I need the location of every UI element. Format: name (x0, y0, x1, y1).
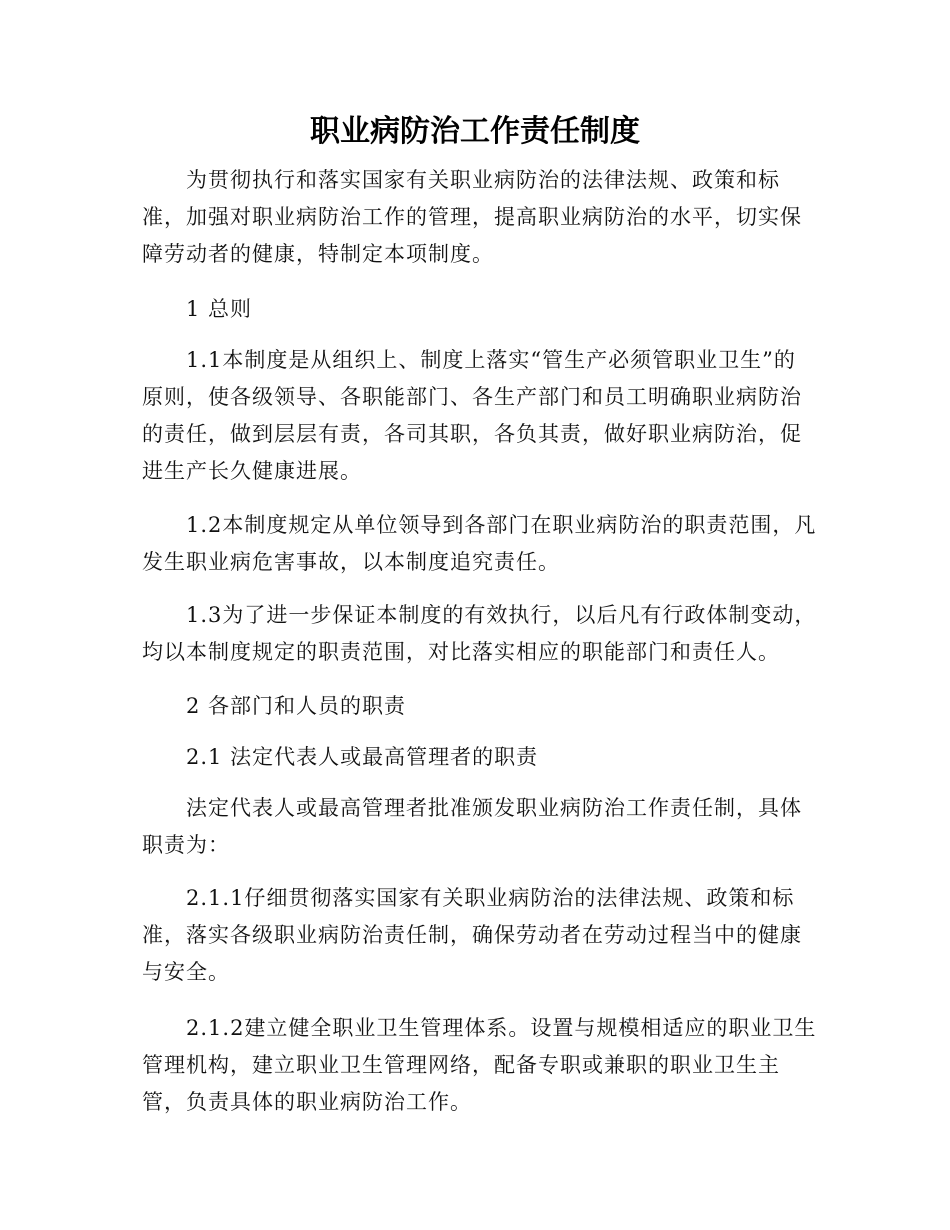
text-line: 1.1本制度是从组织上、制度上落实“管生产必须管职业卫生”的 (186, 348, 796, 372)
clause-2-1-2 (142, 1010, 817, 1121)
text-line: 原则，使各级领导、各职能部门、各生产部门和员工明确职业病防治 (142, 385, 802, 409)
document-title: 职业病防治工作责任制度 (310, 114, 640, 149)
text-line: 管理机构，建立职业卫生管理网络，配备专职或兼职的职业卫生主 (142, 1053, 780, 1077)
text-line: 1 总则 (186, 297, 253, 321)
text-line: 1.2本制度规定从单位领导到各部门在职业病防治的职责范围，凡 (186, 513, 817, 537)
text-line: 法定代表人或最高管理者批准颁发职业病防治工作责任制，具体 (186, 796, 802, 820)
text-line: 2.1.1仔细贯彻落实国家有关职业病防治的法律法规、政策和标 (186, 886, 795, 910)
intro-paragraph (142, 162, 812, 273)
text-line: 为贯彻执行和落实国家有关职业病防治的法律法规、政策和标 (186, 168, 780, 192)
text-line: 2 各部门和人员的职责 (186, 694, 407, 718)
clause-2-1-1 (142, 880, 812, 991)
clause-1-2 (142, 507, 817, 581)
text-line: 1.3为了进一步保证本制度的有效执行，以后凡有行政体制变动， (186, 603, 817, 627)
text-line: 与安全。 (142, 960, 230, 984)
text-line: 障劳动者的健康，特制定本项制度。 (142, 242, 494, 266)
text-line: 均以本制度规定的职责范围，对比落实相应的职能部门和责任人。 (142, 640, 780, 664)
text-line: 2.1.2建立健全职业卫生管理体系。设置与规模相适应的职业卫生 (186, 1016, 817, 1040)
subsection-heading-2-1 (142, 739, 812, 776)
text-line: 2.1 法定代表人或最高管理者的职责 (186, 745, 539, 769)
clause-2-1-intro (142, 790, 812, 864)
section-heading-2 (142, 688, 812, 725)
text-line: 职责为： (142, 833, 230, 857)
text-line: 准，加强对职业病防治工作的管理，提高职业病防治的水平，切实保 (142, 205, 802, 229)
clause-1-1 (142, 342, 812, 490)
text-line: 准，落实各级职业病防治责任制，确保劳动者在劳动过程当中的健康 (142, 923, 802, 947)
text-line: 的责任，做到层层有责，各司其职，各负其责，做好职业病防治，促 (142, 422, 802, 446)
text-line: 进生产长久健康进展。 (142, 459, 362, 483)
text-line: 管，负责具体的职业病防治工作。 (142, 1090, 472, 1114)
text-line: 发生职业病危害事故，以本制度追究责任。 (142, 550, 560, 574)
clause-1-3 (142, 597, 817, 671)
section-heading-1 (142, 291, 812, 328)
